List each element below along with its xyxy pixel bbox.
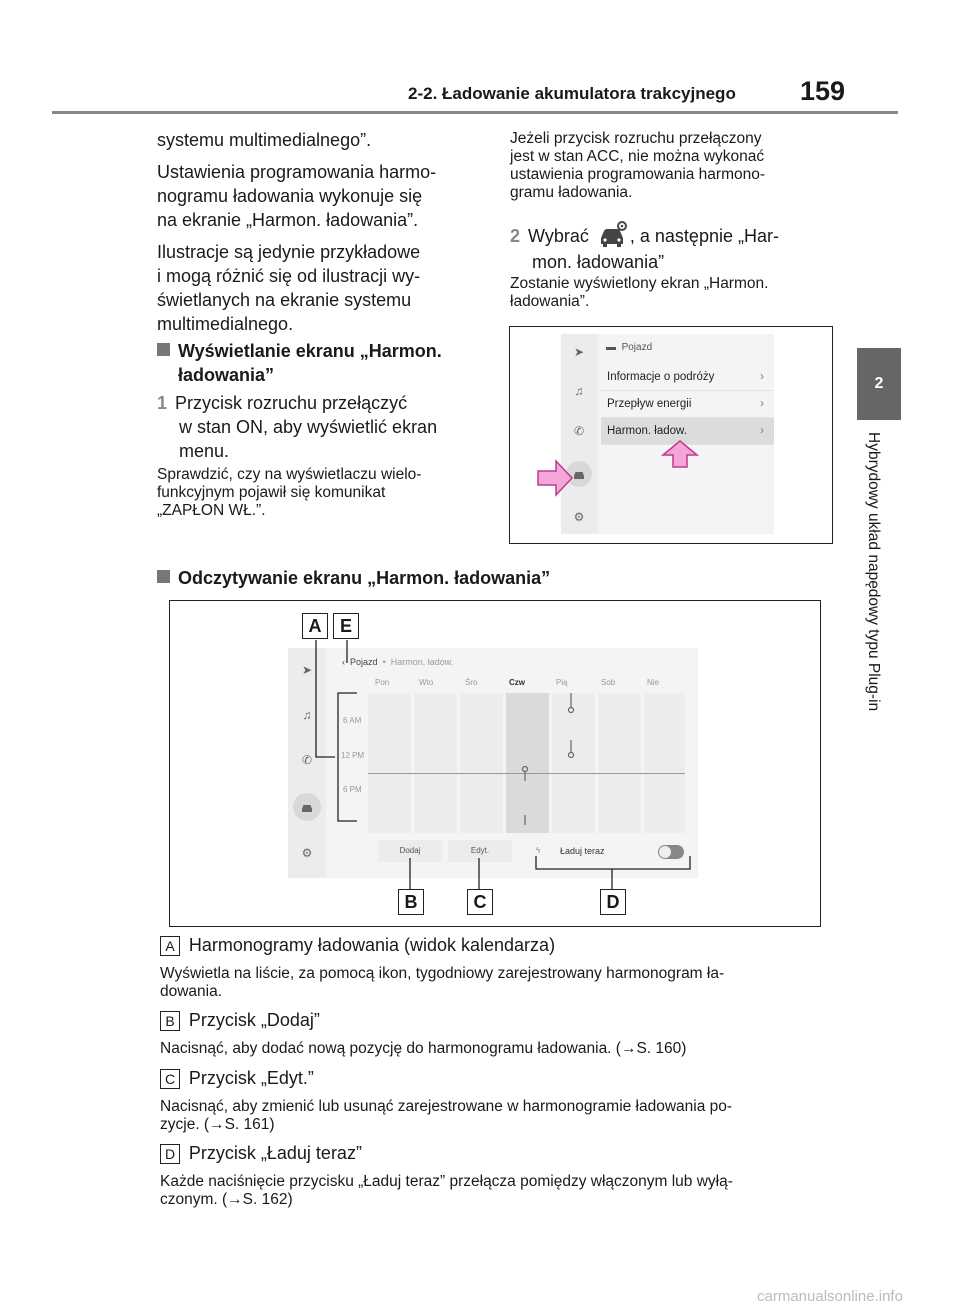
legend-key: A (160, 936, 180, 956)
para-2-line: nogramu ładowania wykonuje się (157, 186, 423, 206)
legend-desc: Nacisnąć, aby dodać nową pozycję do harmonogramu ładowania. (→S. 160) (160, 1040, 687, 1057)
pointer-arrow-up (660, 439, 700, 469)
step-line: Przycisk rozruchu przełączyć (175, 393, 408, 413)
screen-sidebar (561, 334, 598, 534)
left-column (157, 128, 487, 336)
legend-desc: Nacisnąć, aby zmienić lub usunąć zarejestrowane w harmonogramie ładowania po- (160, 1098, 733, 1115)
day-label: Nie (647, 678, 660, 687)
menu-list (601, 364, 774, 445)
navigation-icon[interactable]: ➤ (301, 663, 313, 677)
day-label: Śro (465, 678, 478, 687)
legend-title: Przycisk „Edyt.” (188, 1068, 314, 1088)
menu-item-energy-flow[interactable] (601, 391, 774, 418)
legend-item-b (160, 1010, 860, 1058)
legend-desc: Każde naciśnięcie przycisku „Ładuj teraz” przełącza pomiędzy włączonym lub wyłą- (160, 1173, 733, 1190)
lightning-icon: ϟ (536, 846, 541, 855)
para-3-line: multimedialnego. (157, 314, 294, 334)
heading-line: Odczytywanie ekranu „Harmon. ładowania” (178, 568, 551, 588)
step-line: menu. (179, 441, 230, 461)
legend-desc: czonym. (→S. 162) (160, 1191, 293, 1208)
note-line: ustawienia programowania harmono- (510, 166, 766, 183)
chevron-right-icon: › (760, 398, 764, 410)
legend-key: D (160, 1144, 180, 1164)
breadcrumb-current: Harmon. ładow. (390, 657, 454, 667)
legend-desc: zycje. (→S. 161) (160, 1116, 275, 1133)
legend-title: Przycisk „Ładuj teraz” (188, 1143, 362, 1163)
legend-item-a (160, 935, 860, 1001)
time-label: 6 PM (343, 785, 362, 794)
add-button[interactable]: Dodaj (378, 840, 442, 862)
menu-header-label: Pojazd (621, 342, 653, 353)
bullet-square (157, 570, 170, 583)
time-label: 12 PM (341, 751, 365, 760)
page-number: 159 (800, 76, 846, 106)
pointer-arrow-right (536, 458, 574, 498)
para-2-line: Ustawienia programowania harmo- (157, 162, 437, 182)
legend-desc: dowania. (160, 983, 223, 1000)
menu-header (606, 342, 652, 353)
figure-vehicle-menu (509, 326, 833, 544)
legend-title: Przycisk „Dodaj” (188, 1010, 320, 1030)
step-1 (157, 391, 487, 463)
legend-title: Harmonogramy ładowania (widok kalendarza) (188, 935, 556, 955)
gear-icon[interactable]: ⚙ (301, 846, 313, 860)
legend (160, 935, 860, 1209)
note-line: Sprawdzić, czy na wyświetlaczu wielo- (157, 466, 422, 483)
step-number: 2 (510, 226, 521, 246)
menu-item-label: Przepływ energii (607, 398, 692, 410)
breadcrumb-vehicle[interactable]: Pojazd (350, 657, 378, 667)
vehicle-settings-icon (596, 220, 628, 248)
step-line: w stan ON, aby wyświetlić ekran (179, 417, 438, 437)
legend-desc: Wyświetla na liście, za pomocą ikon, tygodniowy zarejestrowany harmonogram ła- (160, 965, 725, 982)
heading-line: Wyświetlanie ekranu „Harmon. (178, 341, 442, 361)
note-0 (510, 130, 840, 202)
phone-icon[interactable]: ✆ (573, 424, 585, 438)
note-1 (157, 466, 487, 520)
heading-reading (157, 566, 857, 590)
callout-a: A (302, 613, 328, 639)
note-line: funkcyjnym pojawił się komunikat (157, 484, 386, 501)
legend-item-d (160, 1143, 860, 1209)
menu-item-label: Informacje o podróży (607, 371, 715, 383)
para-3-line: świetlanych na ekranie systemu (157, 290, 412, 310)
note-line: ładowania”. (510, 293, 590, 310)
step-2 (510, 220, 840, 274)
heading-line: ładowania” (178, 365, 275, 385)
bullet-square (157, 343, 170, 356)
step-line: , a następnie „Har- (629, 226, 779, 246)
callout-c: C (467, 889, 493, 915)
chapter-tab: 2 (857, 348, 901, 420)
car-icon: ▬ (606, 342, 616, 353)
watermark: carmanualsonline.info (757, 1288, 903, 1305)
note-line: jest w stan ACC, nie można wykonać (510, 148, 765, 165)
day-label: Sob (601, 678, 616, 687)
day-label: Pon (375, 678, 390, 687)
callout-leader-lines (170, 601, 820, 926)
chevron-right-icon: › (760, 371, 764, 383)
note-line: Jeżeli przycisk rozruchu przełączony (510, 130, 762, 147)
note-line: Zostanie wyświetlony ekran „Harmon. (510, 275, 769, 292)
music-icon[interactable]: ♫ (302, 708, 312, 722)
figure-charge-schedule (169, 600, 821, 927)
legend-key: C (160, 1069, 180, 1089)
callout-d: D (600, 889, 626, 915)
note-2 (510, 275, 840, 311)
heading-display (157, 339, 487, 387)
section-title: 2-2. Ładowanie akumulatora trakcyjnego (408, 84, 736, 103)
step-line: mon. ładowania” (532, 252, 665, 272)
note-line: „ZAPŁON WŁ.”. (157, 502, 266, 519)
para-3-line: Ilustracje są jedynie przykładowe (157, 242, 421, 262)
chapter-title: Hybrydowy układ napędowy typu Plug-in (865, 432, 882, 712)
music-icon[interactable]: ♫ (574, 384, 584, 398)
navigation-icon[interactable]: ➤ (573, 345, 585, 359)
legend-item-c (160, 1068, 860, 1134)
back-icon[interactable]: ‹ (342, 657, 345, 667)
time-label: 6 AM (343, 716, 362, 725)
note-line: gramu ładowania. (510, 184, 633, 201)
step-number: 1 (157, 393, 168, 413)
phone-icon[interactable]: ✆ (301, 753, 313, 767)
day-label-today: Czw (509, 678, 525, 687)
callout-e: E (333, 613, 359, 639)
edit-button[interactable]: Edyt. (448, 840, 512, 862)
day-label: Pią (556, 678, 568, 687)
day-label: Wto (419, 678, 434, 687)
screen-vehicle-menu (561, 334, 774, 534)
chevron-right-icon: › (760, 425, 764, 437)
breadcrumb-separator: • (382, 657, 386, 667)
menu-item-trip-info[interactable] (601, 364, 774, 391)
callout-b: B (398, 889, 424, 915)
para-1: systemu multimedialnego”. (157, 130, 372, 150)
menu-item-label: Harmon. ładow. (607, 425, 687, 437)
step-line: Wybrać (528, 226, 589, 246)
header-rule (52, 111, 898, 114)
para-2-line: na ekranie „Harmon. ładowania”. (157, 210, 419, 230)
para-3-line: i mogą różnić się od ilustracji wy- (157, 266, 421, 286)
charge-now-label: Ładuj teraz (560, 846, 605, 856)
legend-key: B (160, 1011, 180, 1031)
gear-icon[interactable]: ⚙ (573, 510, 585, 524)
